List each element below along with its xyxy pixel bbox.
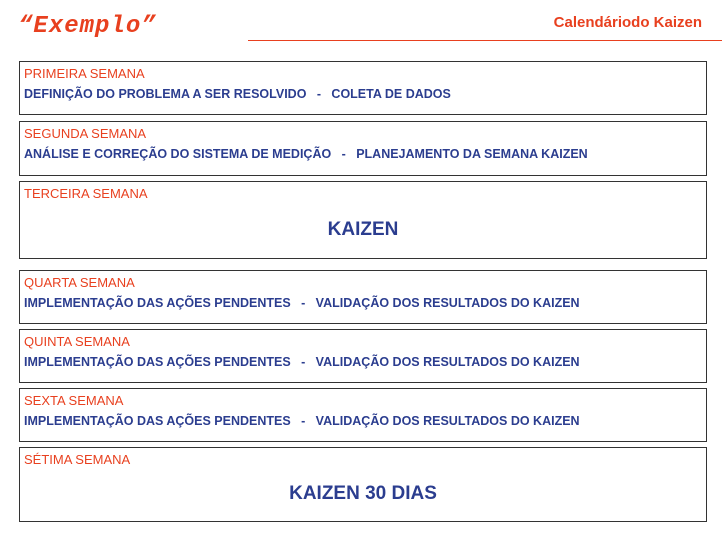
week-3-description: KAIZEN: [327, 219, 399, 240]
week-2-box: [19, 121, 707, 176]
week-2-label: SEGUNDA SEMANA: [24, 126, 147, 141]
week-4-label: QUARTA SEMANA: [24, 275, 135, 290]
title-underline: [248, 40, 722, 41]
week-6-label: SEXTA SEMANA: [24, 393, 124, 408]
week-4-description: IMPLEMENTAÇÃO DAS AÇÕES PENDENTES - VALIDAÇÃO DOS RESULTADOS DO KAIZEN: [24, 296, 580, 310]
week-3-box: [19, 181, 707, 259]
week-1-box: [19, 61, 707, 115]
page-title: Calendáriodo Kaizen: [553, 14, 702, 31]
week-7-description: KAIZEN 30 DIAS: [289, 483, 437, 504]
week-6-box: [19, 388, 707, 442]
week-7-label: SÉTIMA SEMANA: [24, 452, 131, 467]
week-2-description: ANÁLISE E CORREÇÃO DO SISTEMA DE MEDIÇÃO - PLANEJAMENTO DA SEMANA KAIZEN: [24, 147, 588, 161]
week-3-label: TERCEIRA SEMANA: [24, 186, 148, 201]
week-6-description: IMPLEMENTAÇÃO DAS AÇÕES PENDENTES - VALIDAÇÃO DOS RESULTADOS DO KAIZEN: [24, 414, 580, 428]
week-4-box: [19, 270, 707, 324]
week-5-label: QUINTA SEMANA: [24, 334, 130, 349]
exemplo-heading: “Exemplo”: [18, 13, 157, 40]
week-7-box: [19, 447, 707, 522]
week-5-box: [19, 329, 707, 383]
week-1-description: DEFINIÇÃO DO PROBLEMA A SER RESOLVIDO - COLETA DE DADOS: [24, 87, 451, 101]
week-5-description: IMPLEMENTAÇÃO DAS AÇÕES PENDENTES - VALIDAÇÃO DOS RESULTADOS DO KAIZEN: [24, 355, 580, 369]
week-1-label: PRIMEIRA SEMANA: [24, 66, 145, 81]
